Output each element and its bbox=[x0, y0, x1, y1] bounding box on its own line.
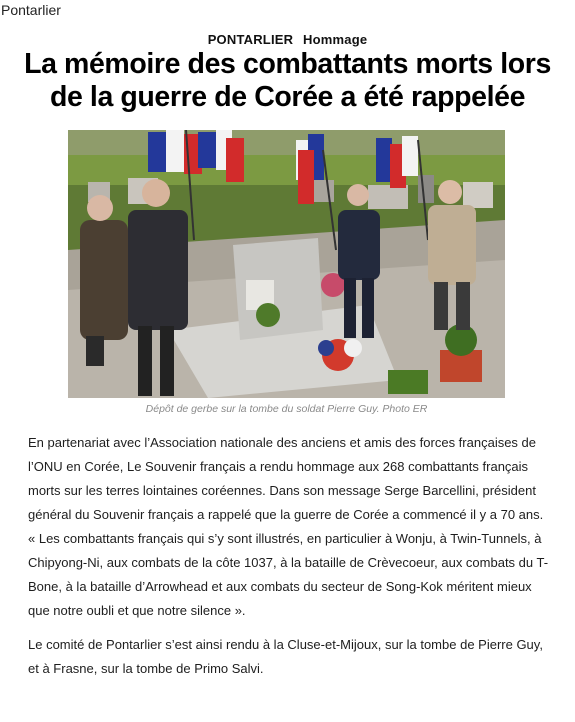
kicker-location: PONTARLIER bbox=[207, 32, 294, 47]
kicker-rubric: Hommage bbox=[303, 32, 368, 47]
article-paragraph: En partenariat avec l’Association nationale des anciens et amis des forces françaises de l’ONU en Corée, Le Souvenir français a rendu hommage aux 268 combattants français morts sur les terres lointaines coréennes. Dans son message Serge Barcellini, président général du Souvenir français a rappelé que la guerre de Corée a commencé il y a 70 ans. « Les combattants français qui s’y sont illustrés, en particulier à Wonju, à Twin-Tunnels, à Chipyong-Ni, aux combats de la côte 1037, à la bataille de Crèvecoeur, aux combats du T-Bone, à la bataille d’Arrowhead et aux combats du secteur de Song-Kok méritent mieux que notre oubli et que notre silence ». bbox=[28, 435, 549, 618]
newspaper-source: Pontarlier bbox=[1, 2, 61, 18]
article-body bbox=[28, 431, 553, 681]
article-photo bbox=[68, 130, 505, 398]
ceremony-illustration bbox=[68, 130, 505, 398]
photo-caption: Dépôt de gerbe sur la tombe du soldat Pierre Guy. Photo ER bbox=[145, 403, 428, 415]
article-headline: La mémoire des combattants morts lors de la guerre de Corée a été rappelée bbox=[24, 48, 551, 113]
article-kicker bbox=[0, 32, 575, 47]
article-paragraph: Le comité de Pontarlier s’est ainsi rendu à la Cluse-et-Mijoux, sur la tombe de Pierre Guy, et à Frasne, sur la tombe de Primo Salvi. bbox=[28, 637, 543, 676]
